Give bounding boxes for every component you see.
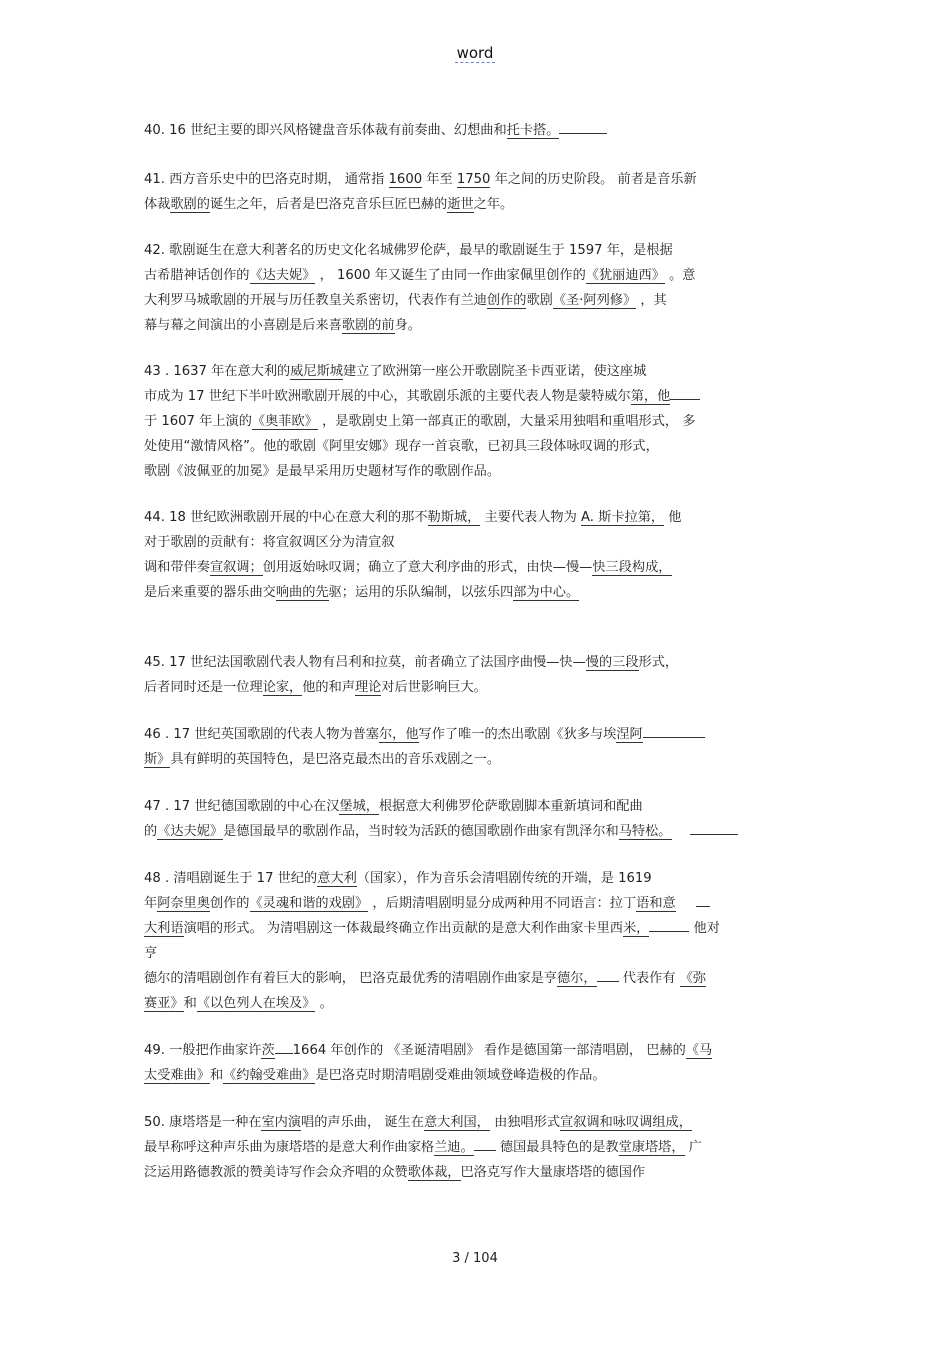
answer-blank xyxy=(690,822,738,835)
document-body xyxy=(144,118,808,1185)
question-42: 42. 歌剧诞生在意大利著名的历史文化名城佛罗伦萨，最早的歌剧诞生于 1597 年，是根据 古希腊神话创作的《达夫妮》 ， 1600 年又诞生了由同一作曲家佩里创作的《犹丽迪西》 。意 大利罗马城歌剧的开展与历任教皇关系密切，代表作有兰迪创作的歌剧《圣·阿列修》 ，其 幕与幕之间演出的小喜剧是后来喜歌剧的前身。 xyxy=(144,243,696,333)
question-45: 45. 17 世纪法国歌剧代表人物有吕利和拉莫，前者确立了法国序曲慢—快—慢的三段形式， 后者同时还是一位理论家，他的和声理论对后世影响巨大。 xyxy=(144,655,679,695)
answer-blank xyxy=(649,919,689,932)
question-49: 49. 一般把作曲家许茨 1664 年创作的 《圣诞清唱剧》 看作是德国第一部清唱剧， 巴赫的《马 太受难曲》和《约翰受难曲》是巴洛克时期清唱剧受难曲领域登峰造极的作品。 xyxy=(144,1043,713,1083)
answer-blank xyxy=(670,387,700,400)
header-title: word xyxy=(456,44,494,62)
answer-blank xyxy=(696,894,710,907)
question-47: 47 . 17 世纪德国歌剧的中心在汉堡城，根据意大利佛罗伦萨歌剧脚本重新填词和配曲 的《达夫妮》是德国最早的歌剧作品，当时较为活跃的德国歌剧作曲家有凯泽尔和马特松。 xyxy=(144,794,808,844)
question-50: 50. 康塔塔是一种在室内演唱的声乐曲， 诞生在意大利国， 由独唱形式宣叙调和咏叹调组成， 最早称呼这种声乐曲为康塔塔的是意大利作曲家格兰迪。 德国最具特色的是教堂康塔塔， 广 泛运用路德教派的赞美诗写作会众齐唱的众赞歌体裁，巴洛克写作大量康塔塔的德国作 xyxy=(144,1115,702,1180)
answer-blank xyxy=(474,1138,496,1151)
answer-blank xyxy=(643,725,705,738)
question-44: 44. 18 世纪欧洲歌剧开展的中心在意大利的那不勒斯城， 主要代表人物为 A. 斯卡拉第， 他 对于歌剧的贡献有：将宣叙调区分为清宣叙 调和带伴奏宣叙调；创用返始咏叹调；确立了意大利序曲的形式，由快—慢—快三段构成， 是后来重要的器乐曲交响曲的先驱；运用的乐队编制，以弦乐四部为中心。 xyxy=(144,510,682,600)
page-number: 3 / 104 xyxy=(452,1251,498,1266)
question-41: 41. 西方音乐史中的巴洛克时期， 通常指 1600 年至 1750 年之间的历史阶段。 前者是音乐新 体裁歌剧的诞生之年，后者是巴洛克音乐巨匠巴赫的逝世之年。 xyxy=(144,172,697,212)
question-40: 40. 16 世纪主要的即兴风格键盘音乐体裁有前奏曲、幻想曲和托卡搭。 xyxy=(144,118,808,143)
answer-blank xyxy=(559,121,607,134)
answer-blank xyxy=(597,969,619,982)
question-48: 48 . 清唱剧诞生于 17 世纪的意大利（国家），作为音乐会清唱剧传统的开端，是 1619 年阿奈里奥创作的《灵魂和谐的戏剧》 ，后期清唱剧明显分成两种用不同语言：拉丁语和意 大利语演唱的形式。 为清唱剧这一体裁最终确立作出贡献的是意大利作曲家卡里西米， 他对 亨 德尔的清唱剧创作有着巨大的影响， 巴洛克最优秀的清唱剧作曲家是亨德尔， 代表作有 《弥 赛亚》和《以色列人在埃及》 。 xyxy=(144,871,720,1011)
question-46: 46 . 17 世纪英国歌剧的代表人物为普塞尔，他写作了唯一的杰出歌剧《狄多与埃涅阿 斯》具有鲜明的英国特色，是巴洛克最杰出的音乐戏剧之一。 xyxy=(144,722,808,772)
question-43: 43 . 1637 年在意大利的威尼斯城建立了欧洲第一座公开歌剧院圣卡西亚诺，使这座城 市成为 17 世纪下半叶欧洲歌剧开展的中心，其歌剧乐派的主要代表人物是蒙特威尔第，他 于 1607 年上演的《奥菲欧》 ，是歌剧史上第一部真正的歌剧，大量采用独唱和重唱形式， 多 处使用“激情风格”。他的歌剧《阿里安娜》现存一首哀歌，已初具三段体咏叹调的形式， 歌剧《波佩亚的加冕》是最早采用历史题材写作的歌剧作品。 xyxy=(144,359,808,484)
document-header xyxy=(0,44,950,62)
answer-blank xyxy=(275,1041,293,1054)
